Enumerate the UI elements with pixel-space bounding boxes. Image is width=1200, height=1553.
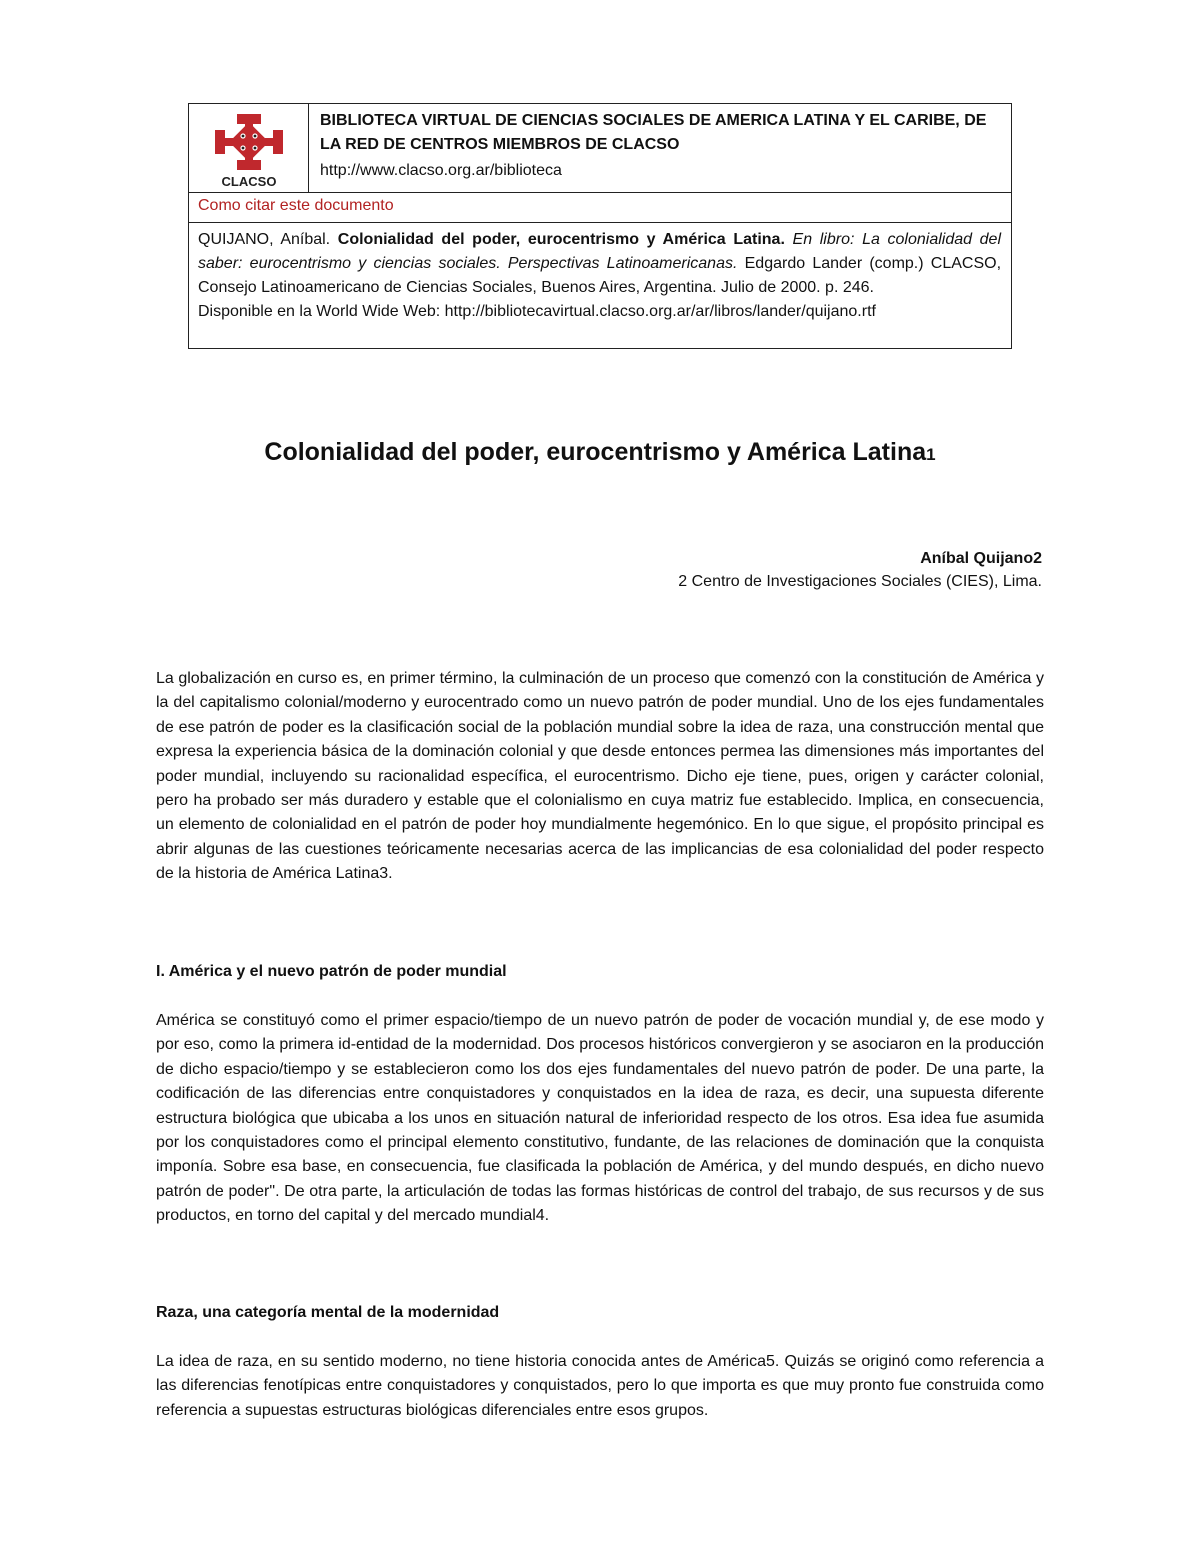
library-title: BIBLIOTECA VIRTUAL DE CIENCIAS SOCIALES DE AMERICA LATINA Y EL CARIBE, DE LA RED DE CENTROS MIEMBROS DE CLACSO — [320, 112, 987, 153]
author-affiliation: 2 Centro de Investigaciones Sociales (CIES), Lima. — [678, 573, 1042, 590]
clacso-logo-cell — [189, 104, 309, 192]
document-title-text: Colonialidad del poder, eurocentrismo y América Latina — [264, 438, 927, 466]
intro-paragraph: La globalización en curso es, en primer término, la culminación de un proceso que comenzó con la constitución de América y la del capitalismo colonial/moderno y eurocentrado como un nuevo patrón de poder mundial. Uno de los ejes fundamentales de ese patrón de poder es la clasificación social de la población mundial sobre la idea de raza, una construcción mental que expresa la experiencia básica de la dominación colonial y que desde entonces permea las dimensiones más importantes del poder mundial, incluyendo su racionalidad específica, el eurocentrismo. Dicho eje tiene, pues, origen y carácter colonial, pero ha probado ser más duradero y estable que el colonialismo en cuya matriz fue establecido. Implica, en consecuencia, un elemento de colonialidad en el patrón de poder hoy mundialmente hegemónico. En lo que sigue, el propósito principal es abrir algunas de las cuestiones teóricamente necesarias acerca de las implicancias de esa colonialidad del poder respecto de la historia de América Latina3. — [156, 670, 1044, 883]
title-footnote-marker: 1 — [926, 445, 936, 464]
citation-author: QUIJANO, Aníbal. — [198, 231, 338, 248]
section-heading-raza: Raza, una categoría mental de la modernidad — [156, 1304, 500, 1321]
citation-book: En libro: La colonialidad del saber: eurocentrismo y ciencias sociales. Perspectivas Latinoamericanas. — [198, 231, 1002, 272]
citation-title: Colonialidad del poder, eurocentrismo y América Latina. — [337, 231, 785, 248]
citation-available: Disponible en la World Wide Web: http://bibliotecavirtual.clacso.org.ar/ar/libros/lander/quijano.rtf — [198, 303, 876, 320]
clacso-logo-text: CLACSO — [221, 174, 277, 188]
section-paragraph-raza: La idea de raza, en su sentido moderno, no tiene historia conocida antes de América5. Quizás se originó como referencia a las diferencias fenotípicas entre conquistadores y conquistados, pero lo que importa es que muy pronto fue construida como referencia a supuestas estructuras biológicas diferenciales entre esos grupos. — [156, 1353, 1044, 1419]
section-paragraph-america: América se constituyó como el primer espacio/tiempo de un nuevo patrón de poder de vocación mundial y, de ese modo y por eso, como la primera id-entidad de la modernidad. Dos procesos históricos convergieron y se asociaron en la producción de dicho espacio/tiempo y se establecieron como los dos ejes fundamentales del nuevo patrón de poder. De una parte, la codificación de las diferencias entre conquistadores y conquistados en la idea de raza, es decir, una supuesta diferente estructura biológica que ubicaba a los unos en situación natural de inferioridad respecto de los otros. Esa idea fue asumida por los conquistadores como el principal elemento constitutivo, fundante, de las relaciones de dominación que la conquista imponía. Sobre esa base, en consecuencia, fue clasificada la población de América, y del mundo después, en dicho nuevo patrón de poder". De otra parte, la articulación de todas las formas históricas de control del trabajo, de sus recursos y de sus productos, en torno del capital y del mercado mundial4. — [156, 1012, 1044, 1225]
citation-publisher: Edgardo Lander (comp.) CLACSO, Consejo Latinoamericano de Ciencias Sociales, Buenos Aires, Argentina. Julio de 2000. p. 246. — [198, 255, 1002, 296]
citation-header-row — [189, 104, 1011, 193]
cite-label: Como citar este documento — [198, 197, 394, 214]
cite-label-row — [189, 192, 1011, 223]
library-header-text — [320, 109, 1003, 183]
library-url: http://www.clacso.org.ar/biblioteca — [320, 162, 562, 179]
author-name: Aníbal Quijano2 — [920, 550, 1042, 567]
citation-text — [198, 228, 1001, 324]
document-title — [0, 434, 1200, 473]
clacso-logo-icon — [199, 110, 299, 188]
citation-box — [188, 103, 1012, 349]
section-heading-america: I. América y el nuevo patrón de poder mundial — [156, 963, 507, 980]
